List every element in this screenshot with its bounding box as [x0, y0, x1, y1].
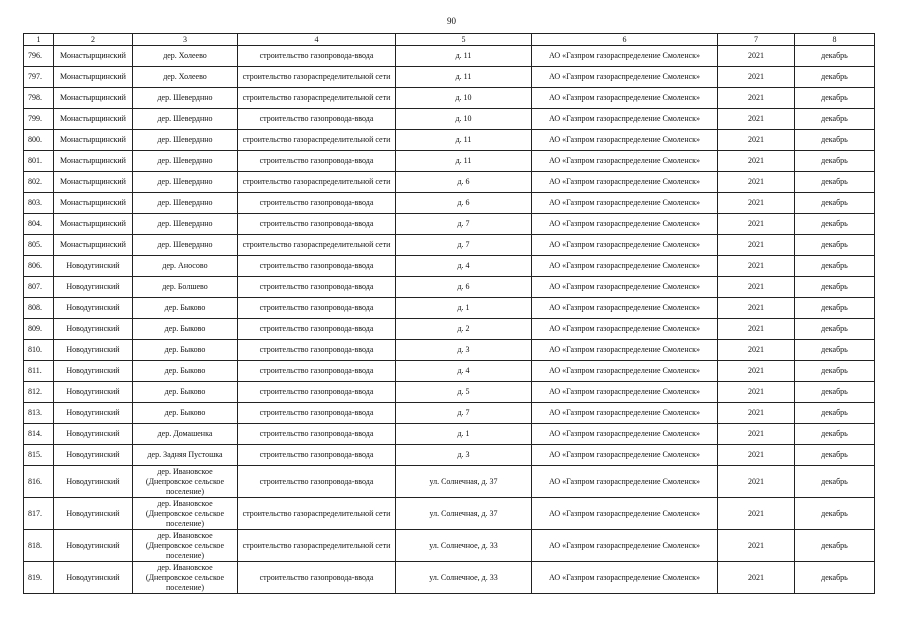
work-type-cell: строительство газопровода-ввода	[238, 361, 396, 382]
district-cell: Монастырщинский	[54, 193, 133, 214]
month-cell: декабрь	[795, 46, 875, 67]
year-cell: 2021	[718, 361, 795, 382]
month-cell: декабрь	[795, 424, 875, 445]
district-cell: Монастырщинский	[54, 88, 133, 109]
locality-cell: дер. Шеверднно	[133, 235, 238, 256]
month-cell: декабрь	[795, 130, 875, 151]
address-cell: ул. Солнечная, д. 37	[396, 498, 532, 530]
address-cell: д. 11	[396, 130, 532, 151]
month-cell: декабрь	[795, 466, 875, 498]
table-row	[24, 46, 875, 67]
month-cell: декабрь	[795, 214, 875, 235]
table-row	[24, 424, 875, 445]
header-row	[24, 34, 875, 46]
organization-cell: АО «Газпром газораспределение Смоленск»	[532, 172, 718, 193]
header-col-8: 8	[795, 34, 875, 46]
work-type-cell: строительство газопровода-ввода	[238, 319, 396, 340]
locality-cell: дер. Быково	[133, 361, 238, 382]
table-row	[24, 151, 875, 172]
row-number: 806.	[24, 256, 54, 277]
year-cell: 2021	[718, 498, 795, 530]
work-type-cell: строительство газопровода-ввода	[238, 562, 396, 594]
work-type-cell: строительство газораспределительной сети	[238, 530, 396, 562]
work-type-cell: строительство газораспределительной сети	[238, 235, 396, 256]
work-type-cell: строительство газораспределительной сети	[238, 130, 396, 151]
year-cell: 2021	[718, 130, 795, 151]
organization-cell: АО «Газпром газораспределение Смоленск»	[532, 498, 718, 530]
month-cell: декабрь	[795, 319, 875, 340]
address-cell: д. 7	[396, 235, 532, 256]
table-row	[24, 498, 875, 530]
address-cell: д. 6	[396, 193, 532, 214]
row-number: 811.	[24, 361, 54, 382]
district-cell: Монастырщинский	[54, 172, 133, 193]
organization-cell: АО «Газпром газораспределение Смоленск»	[532, 88, 718, 109]
year-cell: 2021	[718, 403, 795, 424]
organization-cell: АО «Газпром газораспределение Смоленск»	[532, 46, 718, 67]
address-cell: д. 4	[396, 361, 532, 382]
work-type-cell: строительство газопровода-ввода	[238, 445, 396, 466]
row-number: 809.	[24, 319, 54, 340]
address-cell: д. 10	[396, 88, 532, 109]
work-type-cell: строительство газопровода-ввода	[238, 403, 396, 424]
work-type-cell: строительство газораспределительной сети	[238, 67, 396, 88]
locality-cell: дер. Шеверднно	[133, 130, 238, 151]
table-row	[24, 319, 875, 340]
table-row	[24, 88, 875, 109]
work-type-cell: строительство газораспределительной сети	[238, 498, 396, 530]
district-cell: Новодугинский	[54, 340, 133, 361]
organization-cell: АО «Газпром газораспределение Смоленск»	[532, 256, 718, 277]
month-cell: декабрь	[795, 445, 875, 466]
address-cell: ул. Солнечное, д. 33	[396, 530, 532, 562]
address-cell: д. 11	[396, 46, 532, 67]
row-number: 814.	[24, 424, 54, 445]
district-cell: Новодугинский	[54, 403, 133, 424]
district-cell: Монастырщинский	[54, 235, 133, 256]
table-row	[24, 382, 875, 403]
organization-cell: АО «Газпром газораспределение Смоленск»	[532, 361, 718, 382]
address-cell: д. 1	[396, 424, 532, 445]
year-cell: 2021	[718, 235, 795, 256]
work-type-cell: строительство газопровода-ввода	[238, 424, 396, 445]
work-type-cell: строительство газопровода-ввода	[238, 466, 396, 498]
locality-cell: дер. Ивановское (Днепровское сельское поселение)	[133, 466, 238, 498]
header-col-7: 7	[718, 34, 795, 46]
organization-cell: АО «Газпром газораспределение Смоленск»	[532, 319, 718, 340]
work-type-cell: строительство газопровода-ввода	[238, 382, 396, 403]
row-number: 807.	[24, 277, 54, 298]
month-cell: декабрь	[795, 109, 875, 130]
month-cell: декабрь	[795, 382, 875, 403]
district-cell: Новодугинский	[54, 319, 133, 340]
year-cell: 2021	[718, 67, 795, 88]
month-cell: декабрь	[795, 67, 875, 88]
header-col-6: 6	[532, 34, 718, 46]
month-cell: декабрь	[795, 193, 875, 214]
district-cell: Новодугинский	[54, 530, 133, 562]
district-cell: Монастырщинский	[54, 151, 133, 172]
district-cell: Новодугинский	[54, 256, 133, 277]
year-cell: 2021	[718, 340, 795, 361]
month-cell: декабрь	[795, 562, 875, 594]
month-cell: декабрь	[795, 88, 875, 109]
locality-cell: дер. Быково	[133, 298, 238, 319]
locality-cell: дер. Холеево	[133, 46, 238, 67]
table-row	[24, 235, 875, 256]
row-number: 799.	[24, 109, 54, 130]
row-number: 813.	[24, 403, 54, 424]
locality-cell: дер. Быково	[133, 403, 238, 424]
table-row	[24, 562, 875, 594]
address-cell: д. 11	[396, 151, 532, 172]
month-cell: декабрь	[795, 340, 875, 361]
organization-cell: АО «Газпром газораспределение Смоленск»	[532, 466, 718, 498]
year-cell: 2021	[718, 172, 795, 193]
district-cell: Новодугинский	[54, 498, 133, 530]
row-number: 802.	[24, 172, 54, 193]
locality-cell: дер. Болшево	[133, 277, 238, 298]
month-cell: декабрь	[795, 172, 875, 193]
year-cell: 2021	[718, 193, 795, 214]
table-row	[24, 214, 875, 235]
row-number: 804.	[24, 214, 54, 235]
header-col-2: 2	[54, 34, 133, 46]
row-number: 801.	[24, 151, 54, 172]
month-cell: декабрь	[795, 277, 875, 298]
organization-cell: АО «Газпром газораспределение Смоленск»	[532, 235, 718, 256]
district-cell: Монастырщинский	[54, 214, 133, 235]
year-cell: 2021	[718, 530, 795, 562]
row-number: 800.	[24, 130, 54, 151]
work-type-cell: строительство газопровода-ввода	[238, 109, 396, 130]
work-type-cell: строительство газопровода-ввода	[238, 151, 396, 172]
district-cell: Монастырщинский	[54, 67, 133, 88]
district-cell: Новодугинский	[54, 424, 133, 445]
locality-cell: дер. Ивановское (Днепровское сельское поселение)	[133, 562, 238, 594]
work-type-cell: строительство газопровода-ввода	[238, 298, 396, 319]
table-row	[24, 466, 875, 498]
address-cell: д. 2	[396, 319, 532, 340]
organization-cell: АО «Газпром газораспределение Смоленск»	[532, 193, 718, 214]
year-cell: 2021	[718, 445, 795, 466]
row-number: 808.	[24, 298, 54, 319]
locality-cell: дер. Аносово	[133, 256, 238, 277]
locality-cell: дер. Задняя Пустошка	[133, 445, 238, 466]
table-row	[24, 403, 875, 424]
organization-cell: АО «Газпром газораспределение Смоленск»	[532, 298, 718, 319]
table-row	[24, 298, 875, 319]
row-number: 810.	[24, 340, 54, 361]
locality-cell: дер. Быково	[133, 319, 238, 340]
table-row	[24, 130, 875, 151]
month-cell: декабрь	[795, 403, 875, 424]
district-cell: Новодугинский	[54, 445, 133, 466]
month-cell: декабрь	[795, 235, 875, 256]
row-number: 798.	[24, 88, 54, 109]
year-cell: 2021	[718, 46, 795, 67]
month-cell: декабрь	[795, 530, 875, 562]
address-cell: д. 7	[396, 214, 532, 235]
address-cell: д. 10	[396, 109, 532, 130]
table-row	[24, 256, 875, 277]
table-row	[24, 340, 875, 361]
address-cell: д. 1	[396, 298, 532, 319]
table-row	[24, 193, 875, 214]
header-col-5: 5	[396, 34, 532, 46]
year-cell: 2021	[718, 277, 795, 298]
table-row	[24, 109, 875, 130]
header-col-1: 1	[24, 34, 54, 46]
table-row	[24, 361, 875, 382]
organization-cell: АО «Газпром газораспределение Смоленск»	[532, 382, 718, 403]
organization-cell: АО «Газпром газораспределение Смоленск»	[532, 109, 718, 130]
district-cell: Монастырщинский	[54, 130, 133, 151]
organization-cell: АО «Газпром газораспределение Смоленск»	[532, 562, 718, 594]
work-type-cell: строительство газораспределительной сети	[238, 88, 396, 109]
address-cell: д. 3	[396, 445, 532, 466]
row-number: 815.	[24, 445, 54, 466]
address-cell: ул. Солнечное, д. 33	[396, 562, 532, 594]
table-row	[24, 445, 875, 466]
year-cell: 2021	[718, 214, 795, 235]
organization-cell: АО «Газпром газораспределение Смоленск»	[532, 214, 718, 235]
year-cell: 2021	[718, 466, 795, 498]
month-cell: декабрь	[795, 256, 875, 277]
table-row	[24, 277, 875, 298]
table-row	[24, 530, 875, 562]
year-cell: 2021	[718, 109, 795, 130]
locality-cell: дер. Быково	[133, 382, 238, 403]
month-cell: декабрь	[795, 361, 875, 382]
district-cell: Монастырщинский	[54, 46, 133, 67]
locality-cell: дер. Домашенка	[133, 424, 238, 445]
locality-cell: дер. Шеверднно	[133, 88, 238, 109]
table-header	[24, 34, 875, 46]
year-cell: 2021	[718, 256, 795, 277]
row-number: 812.	[24, 382, 54, 403]
year-cell: 2021	[718, 319, 795, 340]
gasification-table	[23, 33, 875, 594]
locality-cell: дер. Холеево	[133, 67, 238, 88]
locality-cell: дер. Шеверднно	[133, 109, 238, 130]
year-cell: 2021	[718, 88, 795, 109]
work-type-cell: строительство газопровода-ввода	[238, 193, 396, 214]
month-cell: декабрь	[795, 498, 875, 530]
locality-cell: дер. Ивановское (Днепровское сельское поселение)	[133, 530, 238, 562]
address-cell: д. 3	[396, 340, 532, 361]
district-cell: Новодугинский	[54, 466, 133, 498]
row-number: 817.	[24, 498, 54, 530]
address-cell: ул. Солнечная, д. 37	[396, 466, 532, 498]
locality-cell: дер. Ивановское (Днепровское сельское поселение)	[133, 498, 238, 530]
year-cell: 2021	[718, 562, 795, 594]
address-cell: д. 11	[396, 67, 532, 88]
locality-cell: дер. Шеверднно	[133, 193, 238, 214]
address-cell: д. 5	[396, 382, 532, 403]
page-number: 90	[447, 16, 456, 26]
organization-cell: АО «Газпром газораспределение Смоленск»	[532, 277, 718, 298]
address-cell: д. 6	[396, 277, 532, 298]
row-number: 797.	[24, 67, 54, 88]
year-cell: 2021	[718, 424, 795, 445]
address-cell: д. 4	[396, 256, 532, 277]
address-cell: д. 6	[396, 172, 532, 193]
work-type-cell: строительство газопровода-ввода	[238, 340, 396, 361]
row-number: 819.	[24, 562, 54, 594]
work-type-cell: строительство газопровода-ввода	[238, 214, 396, 235]
organization-cell: АО «Газпром газораспределение Смоленск»	[532, 340, 718, 361]
organization-cell: АО «Газпром газораспределение Смоленск»	[532, 424, 718, 445]
locality-cell: дер. Шеверднно	[133, 151, 238, 172]
month-cell: декабрь	[795, 298, 875, 319]
table-row	[24, 172, 875, 193]
organization-cell: АО «Газпром газораспределение Смоленск»	[532, 445, 718, 466]
work-type-cell: строительство газопровода-ввода	[238, 46, 396, 67]
header-col-3: 3	[133, 34, 238, 46]
district-cell: Новодугинский	[54, 361, 133, 382]
organization-cell: АО «Газпром газораспределение Смоленск»	[532, 67, 718, 88]
organization-cell: АО «Газпром газораспределение Смоленск»	[532, 530, 718, 562]
row-number: 805.	[24, 235, 54, 256]
locality-cell: дер. Быково	[133, 340, 238, 361]
organization-cell: АО «Газпром газораспределение Смоленск»	[532, 403, 718, 424]
district-cell: Новодугинский	[54, 562, 133, 594]
row-number: 803.	[24, 193, 54, 214]
year-cell: 2021	[718, 151, 795, 172]
row-number: 818.	[24, 530, 54, 562]
work-type-cell: строительство газораспределительной сети	[238, 172, 396, 193]
work-type-cell: строительство газопровода-ввода	[238, 277, 396, 298]
table-body	[24, 46, 875, 594]
table-row	[24, 67, 875, 88]
locality-cell: дер. Шеверднно	[133, 214, 238, 235]
district-cell: Новодугинский	[54, 382, 133, 403]
month-cell: декабрь	[795, 151, 875, 172]
work-type-cell: строительство газопровода-ввода	[238, 256, 396, 277]
district-cell: Новодугинский	[54, 277, 133, 298]
year-cell: 2021	[718, 382, 795, 403]
locality-cell: дер. Шеверднно	[133, 172, 238, 193]
year-cell: 2021	[718, 298, 795, 319]
organization-cell: АО «Газпром газораспределение Смоленск»	[532, 130, 718, 151]
district-cell: Монастырщинский	[54, 109, 133, 130]
address-cell: д. 7	[396, 403, 532, 424]
organization-cell: АО «Газпром газораспределение Смоленск»	[532, 151, 718, 172]
row-number: 796.	[24, 46, 54, 67]
row-number: 816.	[24, 466, 54, 498]
header-col-4: 4	[238, 34, 396, 46]
district-cell: Новодугинский	[54, 298, 133, 319]
